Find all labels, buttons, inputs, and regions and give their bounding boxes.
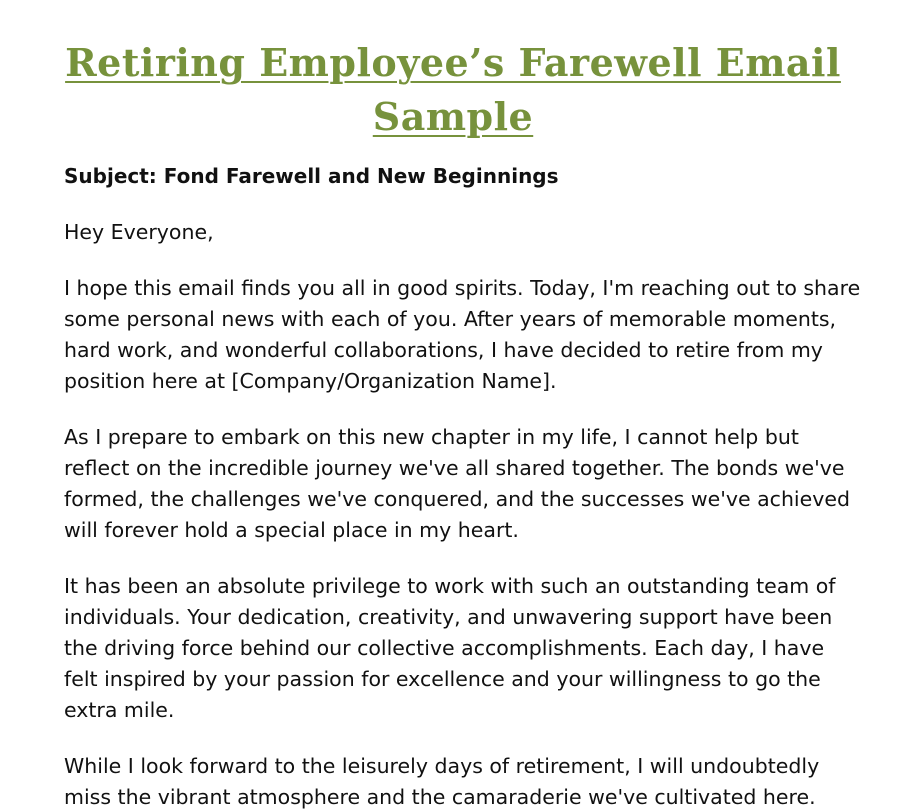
email-paragraph-3: It has been an absolute privilege to work with such an outstanding team of individuals. Your dedication, creativity, and unwavering support have been the driving force behind our collective accomplishments. Each day, I have felt inspired by your passion for excellence and your willingness to go the extra mile.: [64, 574, 836, 722]
document-title: Retiring Employee’s Farewell Email Sample: [65, 40, 841, 139]
email-subject: Subject: Fond Farewell and New Beginnings: [64, 164, 559, 188]
email-paragraph-1: I hope this email finds you all in good spirits. Today, I'm reaching out to share some personal news with each of you. After years of memorable moments, hard work, and wonderful collaborations, I have decided to retire from my position here at [Company/Organization Name].: [64, 276, 861, 393]
email-paragraph-2: As I prepare to embark on this new chapter in my life, I cannot help but reflect on the incredible journey we've all shared together. The bonds we've formed, the challenges we've conquered, and the successes we've achieved will forever hold a special place in my heart.: [64, 425, 850, 542]
email-paragraph-4: While I look forward to the leisurely days of retirement, I will undoubtedly miss the vibrant atmosphere and the camaraderie we've cultivated here.: [64, 754, 820, 809]
email-greeting: Hey Everyone,: [64, 220, 214, 244]
